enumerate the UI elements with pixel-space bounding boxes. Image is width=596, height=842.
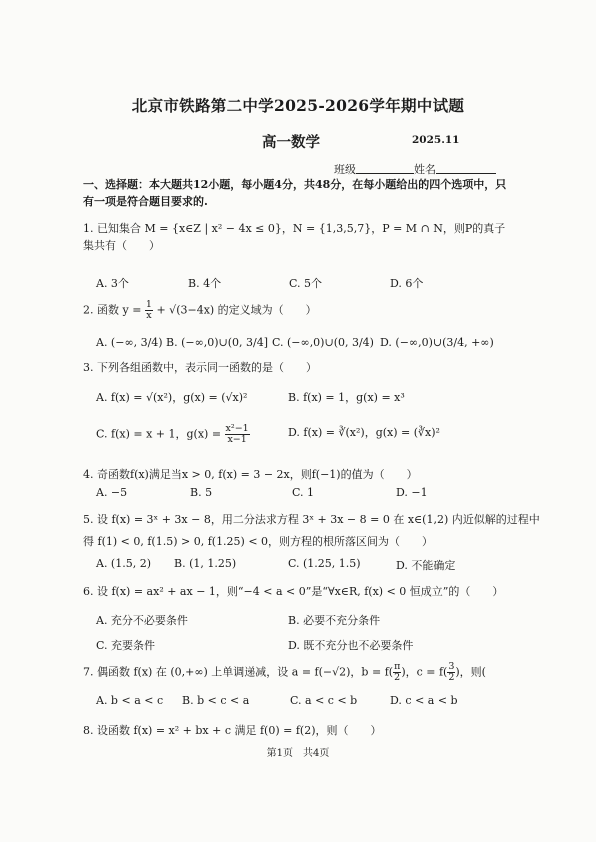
q7-option-b[interactable]: B. b < c < a [182, 694, 250, 707]
question-8-stem: 8. 设函数 f(x) = x² + bx + c 满足 f(0) = f(2)，则（ ） [83, 724, 382, 737]
exam-title: 北京市铁路第二中学2025-2026学年期中试题 [131, 96, 465, 115]
q4-option-a[interactable]: A. −5 [96, 486, 128, 499]
question-4-stem: 4. 奇函数f(x)满足当x > 0, f(x) = 3 − 2x，则f(−1)的值为（ ） [83, 468, 418, 481]
name-blank[interactable] [436, 162, 496, 174]
exam-subtitle: 高一数学 [262, 134, 320, 151]
q3-option-a[interactable]: A. f(x) = √(x²)，g(x) = (√x)² [96, 391, 248, 404]
q3-option-c[interactable]: C. f(x) = x + 1，g(x) = $\frac{\text{x²−1}}{x-1}$ [96, 423, 249, 445]
question-1-stem: 1. 已知集合 M = {x∈Z | x² − 4x ≤ 0}，N = {1,3,5,7}，P = M ∩ N，则P的真子集共有（ ） [83, 222, 506, 252]
exam-date: 2025.11 [412, 134, 460, 146]
q5-option-c[interactable]: C. (1.25, 1.5) [288, 557, 361, 570]
frac-pi-over-2: $\frac{\pi}{2}$ [394, 661, 401, 683]
question-5-stem-line-2: 得 f(1) < 0, f(1.5) > 0, f(1.25) < 0，则方程的根所落区间为（ ） [83, 535, 434, 548]
q2-option-b[interactable]: B. (−∞,0)∪(0, 3/4] [166, 336, 269, 349]
class-label: 班级 [334, 163, 356, 176]
q4-option-d[interactable]: D. −1 [396, 486, 428, 499]
page-footer: 第1页 共4页 [266, 748, 330, 759]
q6-option-d[interactable]: D. 既不充分也不必要条件 [288, 639, 414, 652]
q7-option-d[interactable]: D. c < a < b [390, 694, 458, 707]
q4-option-b[interactable]: B. 5 [190, 486, 213, 499]
section-heading: 一、选择题：本大题共12小题，每小题4分，共48分，在每小题给出的四个选项中，只有一项是符合题目要求的. [83, 178, 507, 208]
q2-option-c[interactable]: C. (−∞,0)∪(0, 3/4) [272, 336, 374, 349]
q7-option-a[interactable]: A. b < a < c [96, 694, 164, 707]
q5-option-a[interactable]: A. (1.5, 2) [96, 557, 152, 570]
name-label: 姓名 [414, 163, 436, 176]
question-2-stem: 2. 函数 y = $\frac{1}{x}$ + √(3−4x) 的定义域为（ ） [83, 299, 317, 321]
question-3-stem: 3. 下列各组函数中，表示同一函数的是（ ） [83, 361, 317, 374]
q1-option-d[interactable]: D. 6个 [390, 277, 424, 290]
q6-option-c[interactable]: C. 充要条件 [96, 639, 156, 652]
question-7-stem: 7. 偶函数 f(x) 在 (0,+∞) 上单调递减，设 a = f(−√2)，b = f( $\frac{\pi}{2}$ )，c = f( $\frac{3}{2}$ )，则( [83, 661, 486, 683]
q2-option-a[interactable]: A. (−∞, 3/4) [96, 336, 163, 349]
class-name-line [334, 161, 496, 177]
q1-option-a[interactable]: A. 3个 [96, 277, 129, 290]
q5-option-b[interactable]: B. (1, 1.25) [174, 557, 237, 570]
question-6-stem: 6. 设 f(x) = ax² + ax − 1，则“−4 < a < 0”是“∀x∈R, f(x) < 0 恒成立”的（ ） [83, 585, 504, 598]
q7-option-c[interactable]: C. a < c < b [290, 694, 358, 707]
q1-option-b[interactable]: B. 4个 [188, 277, 222, 290]
q3-option-b[interactable]: B. f(x) = 1，g(x) = x³ [288, 391, 405, 404]
q2-option-d[interactable]: D. (−∞,0)∪(3/4, +∞) [380, 336, 494, 349]
q1-option-c[interactable]: C. 5个 [289, 277, 323, 290]
q5-option-d[interactable]: D. 不能确定 [396, 559, 456, 572]
frac-1-over-x: $\frac{1}{x}$ [145, 299, 152, 321]
q6-option-a[interactable]: A. 充分不必要条件 [96, 614, 188, 627]
class-blank[interactable] [356, 162, 414, 174]
q3-option-d[interactable]: D. f(x) = ∛(x²)，g(x) = (∛x)² [288, 426, 440, 439]
question-5-stem-line-1: 5. 设 f(x) = 3ˣ + 3x − 8，用二分法求方程 3ˣ + 3x − 8 = 0 在 x∈(1,2) 内近似解的过程中 [83, 513, 540, 526]
q6-option-b[interactable]: B. 必要不充分条件 [288, 614, 381, 627]
frac-q3c: $\frac{\text{x²−1}}{x-1}$ [225, 423, 249, 445]
q4-option-c[interactable]: C. 1 [292, 486, 315, 499]
frac-three-halves: $\frac{3}{2}$ [448, 661, 455, 683]
